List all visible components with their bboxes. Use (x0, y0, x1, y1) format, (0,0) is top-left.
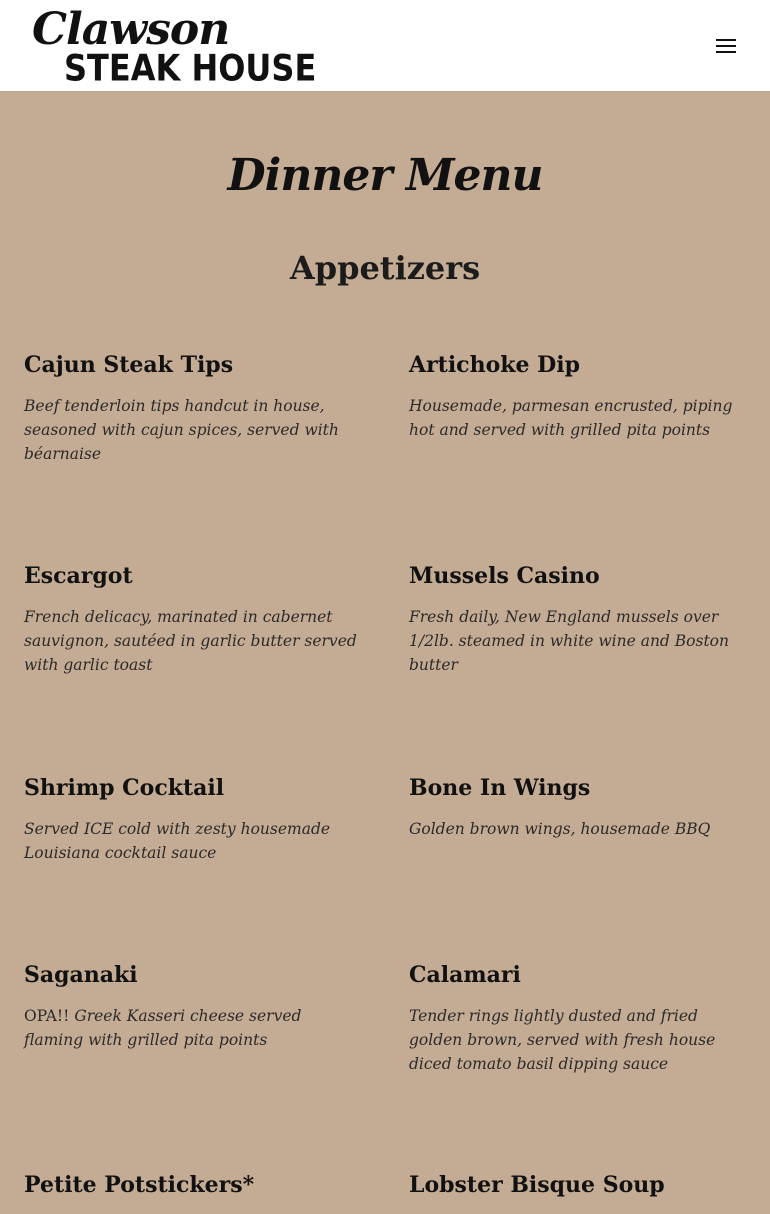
menu-item-name: Mussels Casino (409, 563, 600, 589)
site-header (0, 0, 770, 92)
menu-item-description: Beef tenderloin tips handcut in house, seasoned with cajun spices, served with béarnaise (24, 397, 339, 464)
menu-item (24, 962, 364, 1052)
menu-item (409, 352, 749, 442)
menu-item-name: Escargot (24, 563, 133, 589)
menu-item-description: Golden brown wings, housemade BBQ (409, 820, 711, 839)
menu-item-description: Fresh daily, New England mussels over 1/2lb. steamed in white wine and Boston butter (409, 608, 729, 675)
menu-item (409, 1172, 749, 1214)
menu-item-description: French delicacy, marinated in cabernet sauvignon, sautéed in garlic butter served with garlic toast (24, 608, 357, 675)
menu-item-description-lead: OPA!! (24, 1007, 70, 1026)
menu-item (409, 962, 749, 1076)
menu-item-name: Lobster Bisque Soup (409, 1172, 665, 1198)
menu-item (409, 775, 749, 841)
hamburger-menu-button[interactable] (712, 32, 740, 60)
menu-item-name: Shrimp Cocktail (24, 775, 225, 801)
logo-script-text: Clawson (32, 4, 230, 55)
page-title: Dinner Menu (227, 150, 543, 201)
clawson-steak-house-logo[interactable] (32, 4, 317, 90)
menu-item-description: Housemade, parmesan encrusted, piping hot and served with grilled pita points (409, 397, 733, 440)
menu-item-name: Artichoke Dip (409, 352, 580, 378)
menu-item-description: Tender rings lightly dusted and fried golden brown, served with fresh house diced tomato basil dipping sauce (409, 1007, 716, 1074)
menu-item-description: Served ICE cold with zesty housemade Louisiana cocktail sauce (24, 820, 331, 863)
menu-item-name: Bone In Wings (409, 775, 591, 801)
menu-item (24, 563, 364, 677)
hamburger-menu-icon (716, 38, 736, 54)
section-title: Appetizers (289, 249, 481, 287)
menu-item-name: Petite Potstickers* (24, 1172, 255, 1198)
menu-item (24, 775, 364, 865)
logo-block-text: STEAK HOUSE (64, 46, 317, 90)
menu-item-name: Calamari (409, 962, 521, 988)
menu-item-description-text: Greek Kasseri cheese served flaming with grilled pita points (24, 1007, 302, 1050)
menu-item (409, 563, 749, 677)
menu-item (24, 352, 364, 466)
menu-item (24, 1172, 364, 1214)
menu-item-name: Cajun Steak Tips (24, 352, 234, 378)
menu-item-name: Saganaki (24, 962, 138, 988)
menu-item-description (24, 1004, 364, 1052)
